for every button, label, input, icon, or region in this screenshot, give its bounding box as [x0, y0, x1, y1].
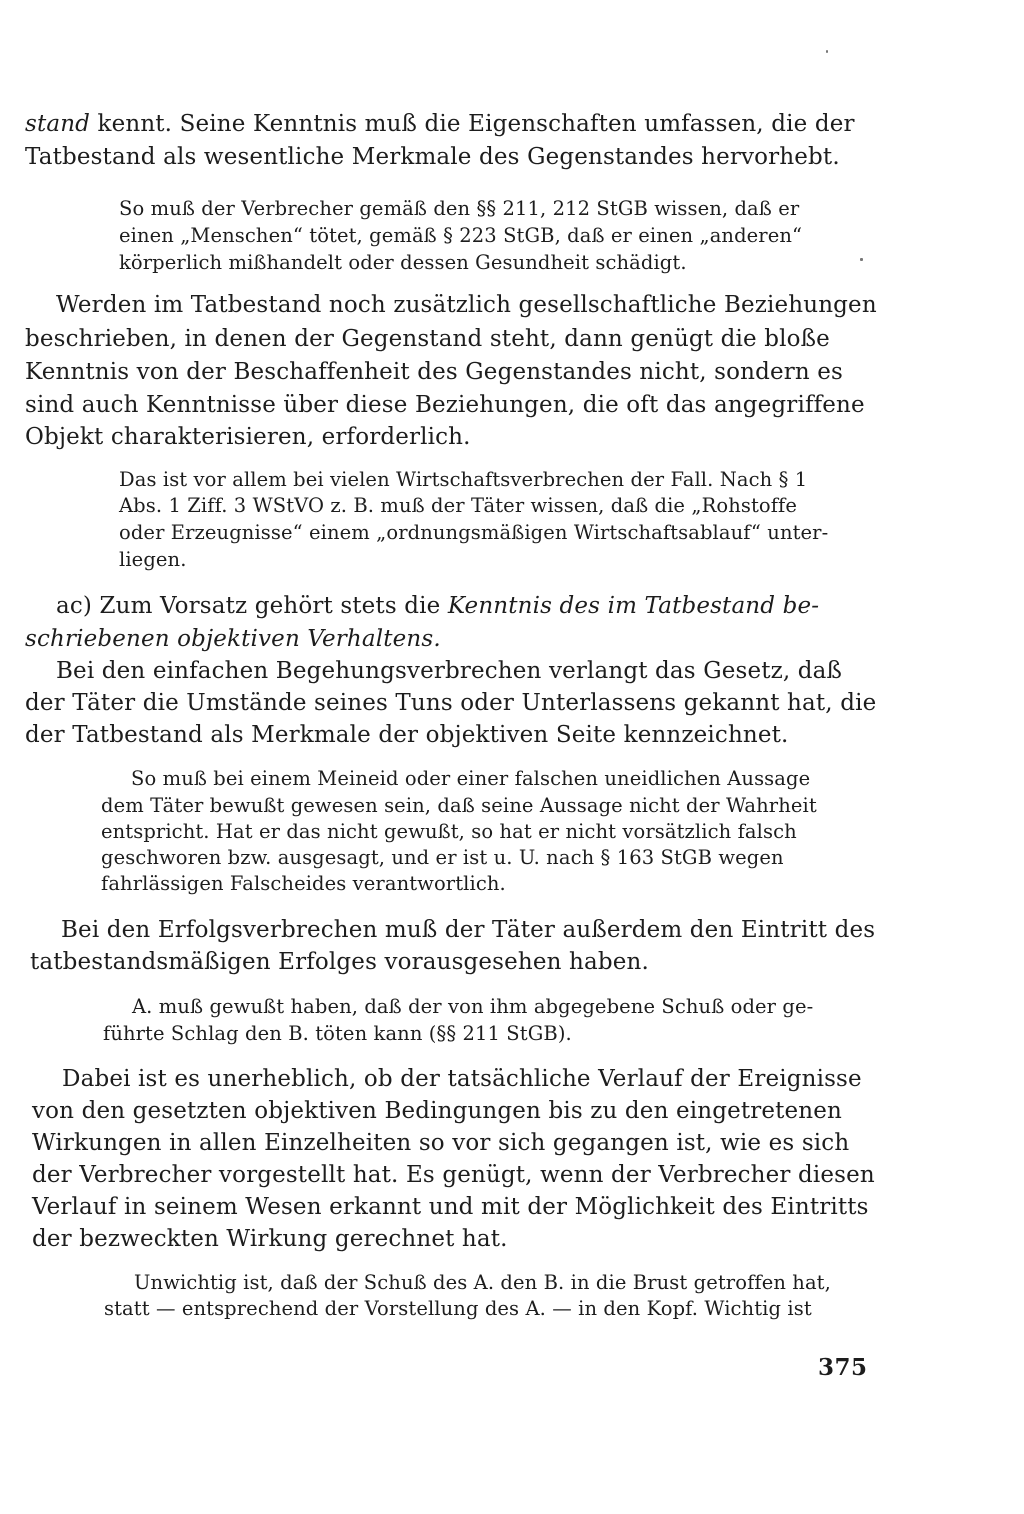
paragraph-line: Bei den Erfolgsverbrechen muß der Täter außerdem den Eintritt des	[61, 917, 876, 943]
print-speck	[826, 50, 828, 53]
paragraph-line: Bei den einfachen Begehungsverbrechen verlangt das Gesetz, daß	[56, 658, 843, 684]
note-line: oder Erzeugnisse“ einem „ordnungsmäßigen Wirtschaftsablauf“ unter-	[119, 521, 829, 544]
paragraph-line: der Tatbestand als Merkmale der objektiven Seite kennzeichnet.	[25, 722, 789, 748]
note-line: Unwichtig ist, daß der Schuß des A. den B. in die Brust getroffen hat,	[134, 1271, 831, 1294]
paragraph-line: sind auch Kenntnisse über diese Beziehungen, die oft das angegriffene	[25, 392, 865, 418]
note-line: geschworen bzw. ausgesagt, und er ist u. U. nach § 163 StGB wegen	[101, 846, 784, 869]
paragraph-line: tatbestandsmäßigen Erfolges vorausgesehen haben.	[30, 949, 649, 975]
paragraph-line: von den gesetzten objektiven Bedingungen bis zu den eingetretenen	[32, 1098, 842, 1124]
note-line: entspricht. Hat er das nicht gewußt, so hat er nicht vorsätzlich falsch	[101, 820, 797, 843]
note-line: liegen.	[119, 548, 187, 571]
paragraph-line: Objekt charakterisieren, erforderlich.	[25, 424, 471, 450]
note-line: führte Schlag den B. töten kann (§§ 211 StGB).	[103, 1022, 572, 1045]
paragraph-line: der Verbrecher vorgestellt hat. Es genügt, wenn der Verbrecher diesen	[32, 1162, 875, 1188]
paragraph-line: Verlauf in seinem Wesen erkannt und mit der Möglichkeit des Eintritts	[32, 1194, 869, 1220]
note-line: dem Täter bewußt gewesen sein, daß seine Aussage nicht der Wahrheit	[101, 794, 817, 817]
paragraph-line: Dabei ist es unerheblich, ob der tatsächliche Verlauf der Ereignisse	[62, 1066, 862, 1092]
note-line: Das ist vor allem bei vielen Wirtschaftsverbrechen der Fall. Nach § 1	[119, 468, 808, 491]
section-heading-ac: ac) Zum Vorsatz gehört stets die Kenntnis des im Tatbestand be-	[56, 593, 820, 619]
paragraph-line: der bezweckten Wirkung gerechnet hat.	[32, 1226, 508, 1252]
paragraph-line: Werden im Tatbestand noch zusätzlich gesellschaftliche Beziehungen	[56, 292, 877, 318]
note-line: A. muß gewußt haben, daß der von ihm abgegebene Schuß oder ge-	[132, 995, 814, 1018]
italic-word: stand	[25, 111, 91, 137]
section-heading-ac-cont: schriebenen objektiven Verhaltens.	[25, 626, 441, 652]
paragraph-line: Wirkungen in allen Einzelheiten so vor sich gegangen ist, wie es sich	[32, 1130, 850, 1156]
print-speck	[860, 258, 863, 261]
note-line: statt — entsprechend der Vorstellung des A. — in den Kopf. Wichtig ist	[104, 1297, 812, 1320]
note-line: Abs. 1 Ziff. 3 WStVO z. B. muß der Täter wissen, daß die „Rohstoffe	[119, 494, 798, 517]
note-line: körperlich mißhandelt oder dessen Gesundheit schädigt.	[119, 251, 687, 274]
note-line: fahrlässigen Falscheides verantwortlich.	[101, 872, 506, 895]
page-number: 375	[818, 1354, 868, 1381]
paragraph-line: Kenntnis von der Beschaffenheit des Gegenstandes nicht, sondern es	[25, 359, 843, 385]
note-line: So muß der Verbrecher gemäß den §§ 211, 212 StGB wissen, daß er	[119, 197, 800, 220]
paragraph-line: stand kennt. Seine Kenntnis muß die Eigenschaften umfassen, die der	[25, 111, 855, 137]
paragraph-line: der Täter die Umstände seines Tuns oder Unterlassens gekannt hat, die	[25, 690, 877, 716]
note-line: einen „Menschen“ tötet, gemäß § 223 StGB, daß er einen „anderen“	[119, 224, 803, 247]
paragraph-line: Tatbestand als wesentliche Merkmale des Gegenstandes hervorhebt.	[25, 144, 840, 170]
paragraph-line: beschrieben, in denen der Gegenstand steht, dann genügt die bloße	[25, 326, 830, 352]
note-line: So muß bei einem Meineid oder einer falschen uneidlichen Aussage	[131, 767, 811, 790]
